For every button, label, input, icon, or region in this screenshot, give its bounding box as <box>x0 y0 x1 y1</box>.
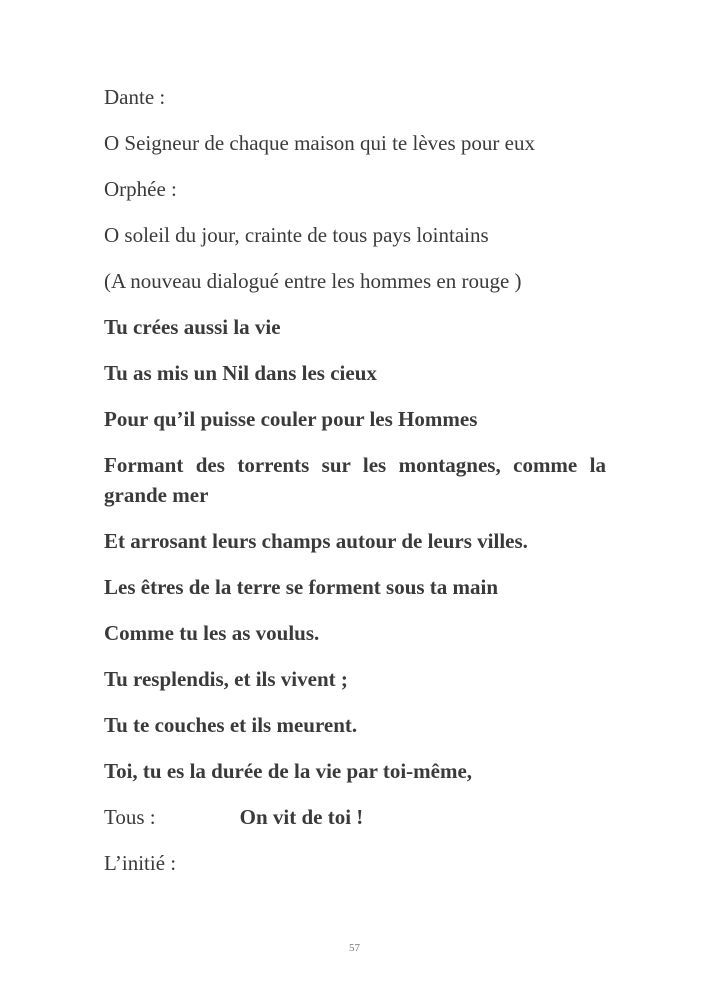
verse-line: O soleil du jour, crainte de tous pays lointains <box>104 223 489 247</box>
speaker-orphee: Orphée : <box>104 177 177 201</box>
verse-line: Tu as mis un Nil dans les cieux <box>104 361 377 385</box>
chorus-line <box>104 802 606 832</box>
verse-line: Toi, tu es la durée de la vie par toi-même, <box>104 759 473 783</box>
document-page <box>104 82 606 894</box>
verse-line: Pour qu’il puisse couler pour les Hommes <box>104 407 478 431</box>
verse-line: Les êtres de la terre se forment sous ta main <box>104 575 499 599</box>
verse-line: O Seigneur de chaque maison qui te lèves pour eux <box>104 131 535 155</box>
verse-line: Tu resplendis, et ils vivent ; <box>104 667 348 691</box>
speaker-initie: L’initié : <box>104 851 177 875</box>
verse-line: Tu te couches et ils meurent. <box>104 713 358 737</box>
verse-line: Et arrosant leurs champs autour de leurs villes. <box>104 529 528 553</box>
page-number: 57 <box>349 942 360 954</box>
verse-line: Tu crées aussi la vie <box>104 315 281 339</box>
speaker-dante: Dante : <box>104 85 166 109</box>
verse-line: Comme tu les as voulus. <box>104 621 320 645</box>
stage-direction: (A nouveau dialogué entre les hommes en rouge ) <box>104 269 522 293</box>
chorus-text: On vit de toi ! <box>239 805 364 829</box>
speaker-tous: Tous : <box>104 805 156 829</box>
verse-line-wrapped: Formant des torrents sur les montagnes, comme la grande mer <box>104 453 606 507</box>
